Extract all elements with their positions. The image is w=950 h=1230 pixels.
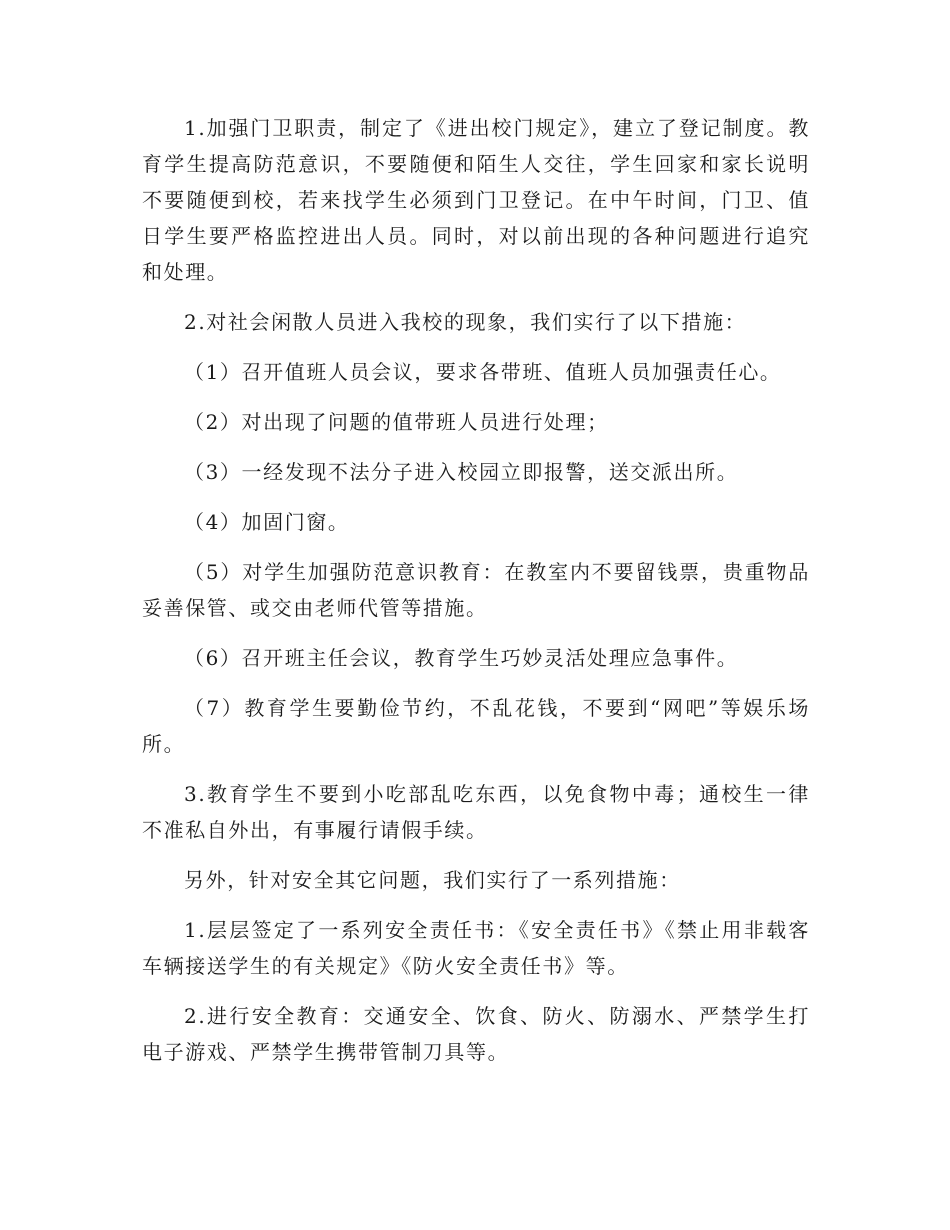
measure-item-1: （1）召开值班人员会议，要求各带班、值班人员加强责任心。 (184, 360, 782, 384)
measure-item-4: （4）加固门窗。 (184, 510, 350, 534)
measure-item-5: （5）对学生加强防范意识教育：在教室内不要留钱票，贵重物品妥善保管、或交由老师代管等措施。 (142, 560, 810, 620)
paragraph-food-safety: 3.教育学生不要到小吃部乱吃东西，以免食物中毒；通校生一律不准私自外出，有事履行请假手续。 (142, 782, 810, 842)
document-body (142, 110, 810, 1084)
measure-item-2: （2）对出现了问题的值带班人员进行处理； (184, 410, 609, 434)
measure-item-7: （7）教育学生要勤俭节约，不乱花钱，不要到“网吧”等娱乐场所。 (142, 696, 810, 756)
paragraph-other-issues: 另外，针对安全其它问题，我们实行了一系列措施： (184, 868, 681, 892)
paragraph-idle-persons-measures: 2.对社会闲散人员进入我校的现象，我们实行了以下措施： (184, 310, 747, 334)
paragraph-safety-education: 2.进行安全教育：交通安全、饮食、防火、防溺水、严禁学生打电子游戏、严禁学生携带管制刀具等。 (142, 1004, 810, 1064)
measure-item-3: （3）一经发现不法分子进入校园立即报警，送交派出所。 (184, 460, 739, 484)
paragraph-responsibility-letters: 1.层层签定了一系列安全责任书：《安全责任书》《禁止用非载客车辆接送学生的有关规定》《防火安全责任书》等。 (142, 918, 810, 978)
measure-item-6: （6）召开班主任会议，教育学生巧妙灵活处理应急事件。 (184, 646, 739, 670)
paragraph-door-guard-duties: 1.加强门卫职责，制定了《进出校门规定》，建立了登记制度。教育学生提高防范意识，不要随便和陌生人交往，学生回家和家长说明不要随便到校，若来找学生必须到门卫登记。在中午时间，门卫、值日学生要严格监控进出人员。同时，对以前出现的各种问题进行追究和处理。 (142, 116, 810, 284)
